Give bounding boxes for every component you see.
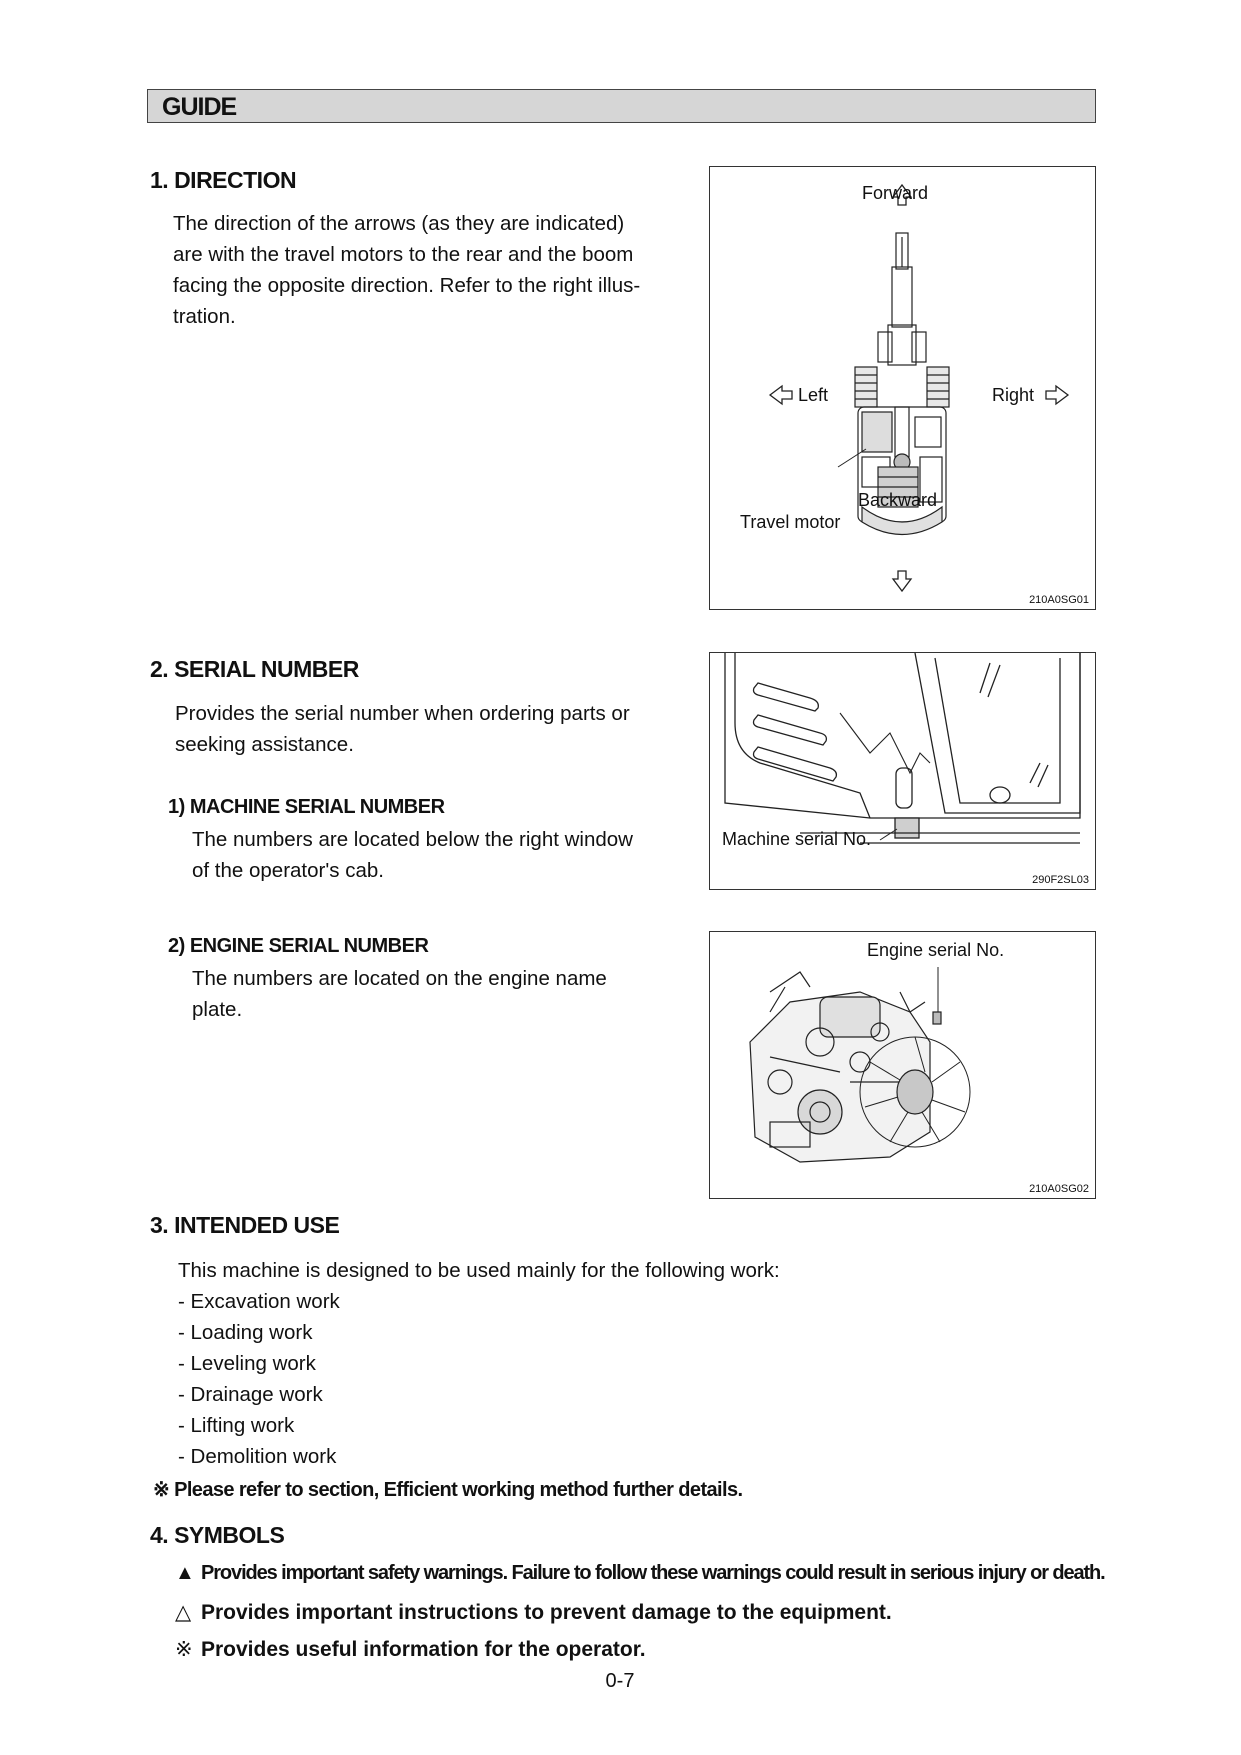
caution-triangle-icon: △ <box>175 1601 192 1624</box>
direction-line: tration. <box>173 305 236 328</box>
machine-serial-figure <box>709 652 1096 890</box>
symbol-row-info <box>175 1637 646 1662</box>
right-arrow-icon <box>1046 386 1068 404</box>
backward-label: Backward <box>858 490 938 510</box>
figure-code: 210A0SG02 <box>1029 1183 1089 1195</box>
figure-code: 210A0SG01 <box>1029 594 1089 606</box>
engine-serial-line: plate. <box>192 998 243 1021</box>
figure-code: 290F2SL03 <box>1032 874 1089 886</box>
machine-serial-line: of the operator's cab. <box>192 859 384 882</box>
excavator-top-view-drawing <box>710 167 1095 609</box>
symbols-heading: 4. SYMBOLS <box>150 1522 285 1548</box>
machine-serial-label: Machine serial No. <box>722 829 872 849</box>
intended-use-intro: This machine is designed to be used mainly for the following work: <box>178 1259 780 1282</box>
direction-figure <box>709 166 1096 610</box>
engine-serial-paragraph <box>192 963 649 1025</box>
engine-serial-figure <box>709 931 1096 1199</box>
refer-note: ※ Please refer to section, Efficient working method further details. <box>153 1479 743 1501</box>
engine-drawing <box>710 932 1095 1198</box>
forward-label: Forward <box>862 183 929 203</box>
cab-side-drawing <box>710 653 1095 889</box>
list-item: - Drainage work <box>178 1383 323 1406</box>
list-item: - Loading work <box>178 1321 313 1344</box>
direction-line: facing the opposite direction. Refer to the right illus- <box>173 274 641 297</box>
machine-serial-line: The numbers are located below the right window <box>192 828 633 851</box>
symbol-row-caution <box>175 1600 892 1625</box>
right-label: Right <box>992 385 1035 405</box>
engine-serial-heading: 2) ENGINE SERIAL NUMBER <box>168 935 429 957</box>
left-arrow-icon <box>770 386 792 404</box>
direction-heading: 1. DIRECTION <box>150 167 297 193</box>
backward-arrow-icon <box>893 571 911 591</box>
list-item: - Leveling work <box>178 1352 316 1375</box>
machine-serial-heading: 1) MACHINE SERIAL NUMBER <box>168 796 445 818</box>
intended-use-list <box>178 1286 340 1472</box>
symbol-text: Provides useful information for the operator. <box>201 1638 646 1661</box>
serial-paragraph <box>175 698 649 760</box>
list-item: - Excavation work <box>178 1290 340 1313</box>
engine-serial-label: Engine serial No. <box>867 940 1005 960</box>
travel-motor-label: Travel motor <box>740 512 841 532</box>
serial-plate <box>895 818 919 838</box>
list-item: - Lifting work <box>178 1414 295 1437</box>
serial-line: seeking assistance. <box>175 733 354 756</box>
serial-heading: 2. SERIAL NUMBER <box>150 656 359 682</box>
warning-triangle-icon: ▲ <box>175 1562 194 1584</box>
intended-use-heading: 3. INTENDED USE <box>150 1212 340 1238</box>
serial-line: Provides the serial number when ordering parts or <box>175 702 630 725</box>
list-item: - Demolition work <box>178 1445 337 1468</box>
guide-title: GUIDE <box>162 93 237 121</box>
direction-line: are with the travel motors to the rear and the boom <box>173 243 634 266</box>
symbol-row-warning <box>175 1562 1105 1585</box>
symbol-text: Provides important instructions to prevent damage to the equipment. <box>201 1601 892 1624</box>
guide-header-bar <box>147 89 1096 123</box>
left-label: Left <box>798 385 829 405</box>
page-number: 0-7 <box>605 1670 635 1692</box>
direction-paragraph <box>173 208 649 332</box>
direction-line: The direction of the arrows (as they are indicated) <box>173 212 625 235</box>
symbol-text: Provides important safety warnings. Failure to follow these warnings could result in serious injury or death. <box>201 1562 1105 1584</box>
engine-serial-line: The numbers are located on the engine name <box>192 967 607 990</box>
reference-mark-icon: ※ <box>175 1638 193 1661</box>
machine-serial-paragraph <box>192 824 649 886</box>
